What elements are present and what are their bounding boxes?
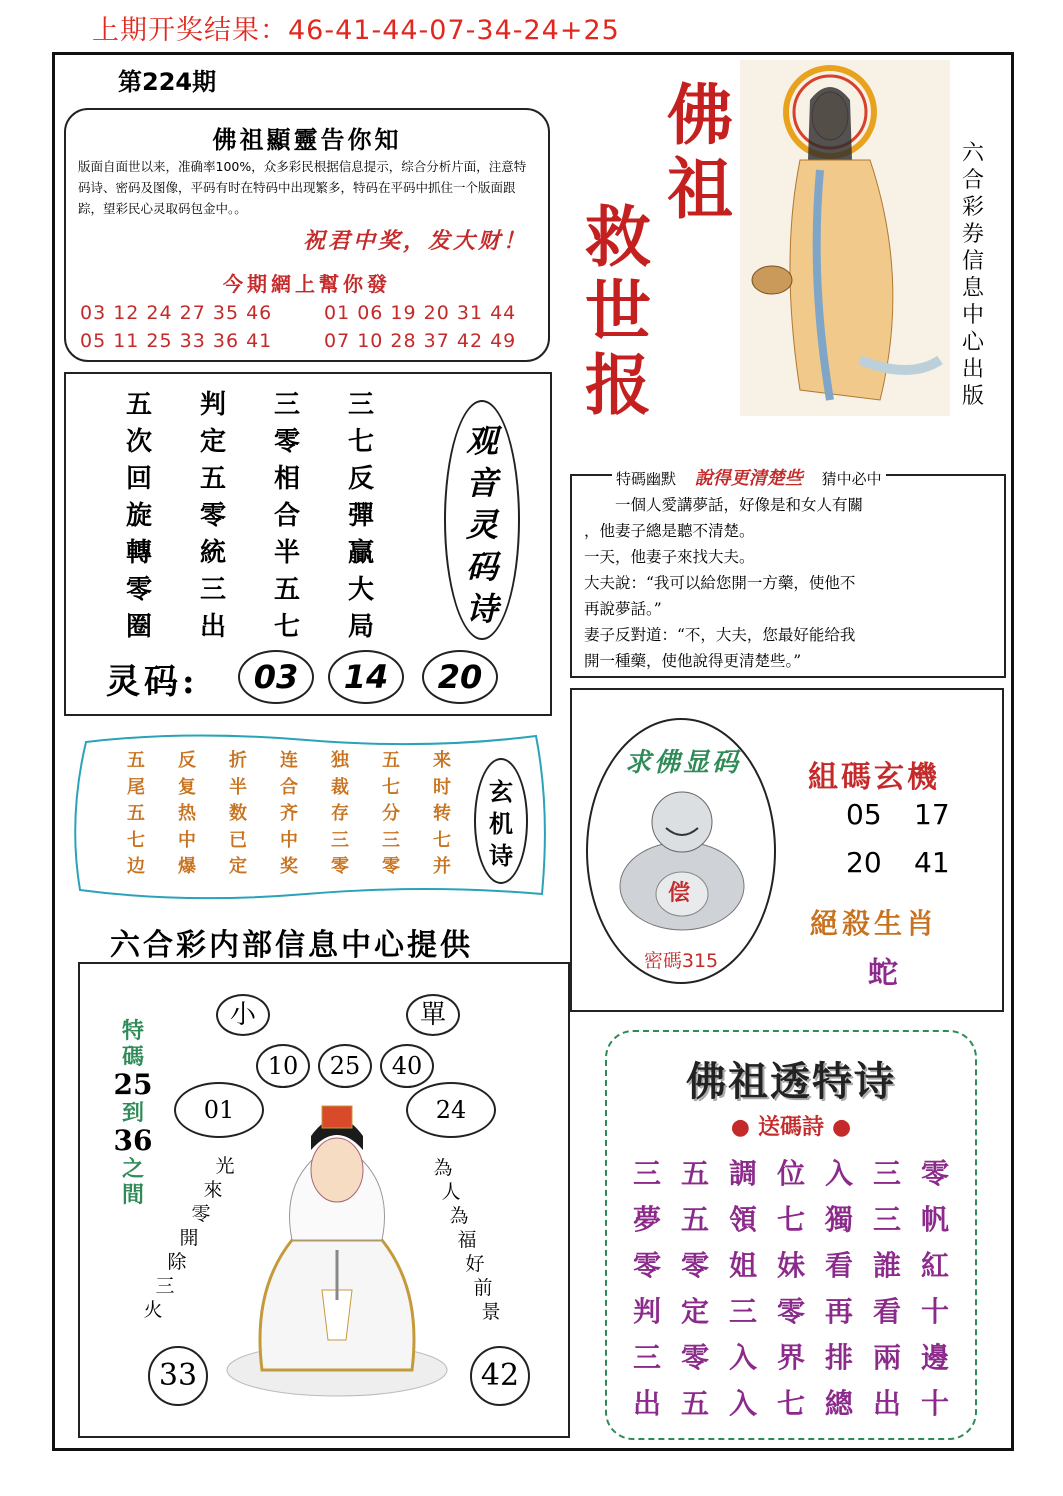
poem-title-char: 码 [465,548,498,586]
guanyin-poem-panel [64,372,552,716]
range-label: 碼 [121,1044,144,1070]
poem-char: 大 [347,575,374,605]
publisher-char: 出 [961,357,984,382]
special-poem-title: 佛祖透特诗 [686,1058,896,1105]
special-poem-char: 誰 [872,1249,901,1282]
left-poem-char: 火 [143,1299,163,1321]
special-poem-char: 五 [680,1203,709,1236]
poem-char: 贏 [347,538,374,568]
poem-char: 五 [125,390,152,420]
xuanji-char: 中 [280,829,298,851]
poem-char: 反 [347,464,374,494]
xuanji-char: 七 [433,829,451,851]
xuanji-char: 五 [382,750,400,771]
xuanji-title-char: 玄 [489,777,513,806]
xuanji-char: 分 [382,803,400,824]
special-poem-char: 七 [776,1203,805,1236]
special-poem-char: 獨 [824,1203,853,1236]
number-oval: 25 [318,1044,372,1088]
special-poem-char: 再 [824,1295,853,1328]
combo-number: 41 [914,846,950,879]
poem-char: 五 [273,575,300,605]
number-row-right: 01 06 19 20 31 44 [324,302,517,324]
special-poem-char: 看 [824,1249,853,1282]
number-row-left: 03 12 24 27 35 46 [80,302,273,324]
poem-char: 彈 [347,501,374,531]
poem-char: 相 [273,464,300,494]
joke-panel [570,468,1006,678]
special-poem-char: 零 [776,1295,805,1328]
range-start: 25 [113,1068,153,1101]
joke-title: 說得更清楚些 [694,468,803,489]
special-poem-char: 零 [632,1249,661,1282]
xuanji-char: 裁 [331,776,349,798]
xuanji-char: 七 [127,829,145,851]
lingma-number: 03 [238,650,314,704]
number-circle: 33 [148,1346,208,1406]
publisher-char: 心 [961,330,984,355]
special-poem-char: 調 [728,1157,757,1190]
standing-guanyin-image [740,60,950,416]
special-poem-char: 位 [776,1157,805,1190]
poem-char: 統 [199,538,226,568]
xuanji-char: 七 [382,776,400,798]
special-poem-char: 入 [824,1157,853,1190]
publisher-char: 信 [961,249,984,274]
masthead-char: 世 [585,272,651,350]
publisher-char: 六 [961,141,984,166]
range-label: 到 [121,1100,144,1126]
buddha-oval [586,718,776,984]
poem-char: 七 [273,612,300,642]
left-poem-char: 來 [203,1179,223,1201]
lingma-number: 20 [422,650,498,704]
number-oval: 24 [406,1082,496,1138]
publisher-char: 版 [961,384,984,409]
special-poem-char: 姐 [728,1249,757,1282]
poem-title-char: 诗 [465,590,498,628]
xuanji-char: 五 [127,803,145,824]
right-poem-char: 好 [465,1253,485,1275]
xuanji-char: 数 [229,803,247,824]
special-poem-char: 出 [872,1387,901,1420]
special-poem-subtitle [607,1110,975,1141]
publisher-vertical [960,140,986,410]
xuanji-char: 已 [229,829,247,851]
joke-line: 一天，他妻子來找大夫。 [584,548,755,566]
size-oval: 小 [216,994,270,1036]
xuanji-title-oval [474,758,528,884]
masthead-char: 祖 [667,150,733,228]
seated-guanyin-image [222,1100,452,1400]
xuanji-char: 时 [433,776,451,798]
xuanji-char: 复 [178,776,196,798]
special-poem-char: 排 [824,1341,853,1374]
number-circle: 42 [470,1346,530,1406]
special-poem-char: 七 [776,1387,805,1420]
bullet-icon: ● [832,1114,852,1140]
joke-line: 大夫說：“我可以給您開一方藥，使他不 [584,574,856,592]
poem-char: 七 [347,427,374,457]
range-label: 之 [121,1156,144,1182]
xuanji-char: 三 [382,829,400,851]
xuanji-char: 零 [331,856,349,877]
xuanji-char: 存 [331,803,349,824]
special-poem-char: 零 [920,1157,949,1190]
poem-char: 轉 [125,538,152,568]
special-poem-char: 入 [728,1341,757,1374]
number-oval: 01 [174,1082,264,1138]
left-poem-char: 開 [179,1227,199,1249]
special-poem-char: 界 [776,1341,805,1374]
left-poem-char: 零 [191,1203,211,1225]
poem-char: 三 [273,390,300,420]
xuanji-char: 连 [280,750,298,771]
joke-text [584,492,994,674]
poem-char: 零 [273,427,300,457]
special-poem-char: 三 [728,1295,757,1328]
joke-header [612,464,886,490]
lingma-label: 灵码: [106,662,199,702]
range-label: 特 [121,1018,144,1044]
poem-char: 判 [199,390,226,420]
poem-char: 五 [199,464,226,494]
right-poem-char: 為 [449,1205,469,1227]
right-poem-char: 前 [473,1277,493,1299]
xuanji-char: 来 [433,750,451,771]
range-end: 36 [113,1124,153,1157]
xuanji-char: 反 [178,750,196,771]
poem-char: 局 [347,612,374,642]
number-row-left: 05 11 25 33 36 41 [80,330,273,352]
poem-char: 圈 [125,612,152,642]
xuanji-char: 定 [229,856,247,877]
combination-panel [570,688,1004,1012]
joke-label: 特碼幽默 [616,470,677,488]
right-poem-char: 福 [457,1229,477,1251]
combination-title: 組碼玄機 [808,760,940,795]
kill-zodiac-title: 絕殺生肖 [810,907,939,940]
special-poem-subtitle-text: 送碼詩 [757,1114,824,1140]
xuanji-char: 独 [331,750,349,771]
special-poem-char: 邊 [920,1341,949,1374]
xuanji-char: 零 [382,856,400,877]
special-poem-char: 五 [680,1387,709,1420]
special-poem-char: 定 [680,1295,709,1328]
issue-number: 第224期 [118,68,217,96]
intro-panel [64,108,550,362]
poem-char: 零 [199,501,226,531]
xuanji-char: 半 [229,776,247,798]
special-poem-char: 零 [680,1249,709,1282]
xuanji-title-char: 机 [489,809,513,838]
xuanji-char: 齐 [280,803,298,824]
joke-line: 再說夢話。” [584,600,662,618]
number-oval: 40 [380,1044,434,1088]
range-label: 間 [121,1182,144,1208]
special-poem-char: 十 [920,1387,949,1420]
combo-number: 17 [914,798,950,831]
left-poem-char: 除 [167,1251,187,1273]
poem-char: 三 [199,575,226,605]
combo-number: 05 [846,798,882,831]
xuanji-char: 中 [178,829,196,851]
xuanji-char: 折 [229,750,247,771]
publisher-char: 彩 [961,195,984,220]
laughing-buddha-image [612,782,752,932]
special-poem-char: 總 [824,1387,853,1420]
poem-char: 合 [273,501,300,531]
special-poem-char: 判 [632,1295,661,1328]
publisher-char: 券 [961,222,984,247]
buddha-badge: 偿 [668,881,691,906]
poem-char: 半 [273,538,300,568]
joke-line: 妻子反對道：“不，大夫，您最好能给我 [584,626,856,644]
intro-subtitle: 今期網上幫你發 [223,272,391,296]
special-poem-char: 出 [632,1387,661,1420]
xuanji-char: 合 [280,776,298,798]
intro-title: 佛祖顯靈告你知 [212,125,402,154]
right-poem-char: 為 [433,1157,453,1179]
xuanji-char: 爆 [178,856,196,877]
masthead-title-line2 [578,200,658,422]
publisher-char: 息 [961,276,984,301]
masthead-char: 救 [585,198,651,276]
poem-char: 次 [125,427,152,457]
special-poem-char: 零 [680,1341,709,1374]
intro-slogan: 祝君中奖，发大财！ [302,228,528,254]
guanyin-title-oval [444,400,520,640]
poem-char: 定 [199,427,226,457]
xuanji-char: 边 [127,856,145,877]
xuanji-char: 三 [331,829,349,851]
special-poem-char: 入 [728,1387,757,1420]
xuanji-char: 奖 [280,856,298,877]
special-poem-panel [605,1030,977,1440]
left-poem-char: 三 [155,1275,175,1297]
poem-title-char: 灵 [465,506,498,544]
right-poem-char: 景 [481,1301,501,1323]
number-row-right: 07 10 28 37 42 49 [324,330,517,352]
parity-oval: 單 [406,994,460,1036]
intro-text: 版面自面世以来，准确率100%，众多彩民根据信息提示，综合分析片面，注意特码诗、密码及图像，平码有时在特码中出现繁多，特码在平码中抓住一个版面跟踪，望彩民心灵取码包金中。。 [78,159,527,216]
special-poem-char: 夢 [632,1203,661,1236]
joke-line: 開一種藥，使他說得更清楚些。” [584,652,802,670]
special-poem-char: 看 [872,1295,901,1328]
joke-line: 一個人愛講夢話，好像是和女人有關 [584,496,864,514]
special-poem-char: 三 [872,1203,901,1236]
combo-number: 20 [846,846,882,879]
poem-char: 出 [199,612,226,642]
special-poem-char: 三 [632,1341,661,1374]
poem-char: 旋 [125,501,152,531]
special-range-column [110,1018,156,1208]
publisher-char: 合 [961,168,984,193]
poem-char: 回 [125,464,152,494]
xuanji-char: 并 [433,856,451,877]
number-oval: 10 [256,1044,310,1088]
masthead-char: 报 [585,346,651,424]
special-poem-char: 三 [872,1157,901,1190]
left-poem-char: 光 [215,1155,235,1177]
special-poem-char: 十 [920,1295,949,1328]
secret-code: 密碼315 [643,950,719,972]
xuanji-title-char: 诗 [489,841,513,870]
special-poem-char: 領 [728,1203,757,1236]
special-poem-char: 紅 [920,1249,949,1282]
kill-zodiac-value: 蛇 [868,956,898,991]
poem-title-char: 观 [465,422,498,460]
bullet-icon: ● [730,1114,750,1140]
poem-char: 三 [347,390,374,420]
xuanji-char: 热 [178,803,196,824]
xuanji-char: 尾 [127,776,145,798]
masthead-char: 佛 [667,76,733,154]
special-poem-char: 帆 [920,1203,949,1236]
special-poem-char: 三 [632,1157,661,1190]
joke-tail: 猜中必中 [821,470,882,488]
special-poem-char: 五 [680,1157,709,1190]
masthead-title-line1 [660,78,740,226]
lingma-number: 14 [328,650,404,704]
special-poem-char: 妹 [776,1249,805,1282]
xuanji-char: 五 [127,750,145,771]
xuanji-char: 转 [433,803,451,824]
joke-line: ，他妻子總是聽不清楚。 [584,522,755,540]
buddha-oval-title: 求佛显码 [624,748,741,778]
previous-draw-result: 上期开奖结果：46-41-44-07-34-24+25 [92,15,620,46]
right-poem-char: 人 [441,1181,461,1203]
poem-char: 零 [125,575,152,605]
provider-line: 六合彩内部信息中心提供 [110,928,473,963]
poem-title-char: 音 [465,464,498,502]
special-poem-char: 兩 [872,1341,901,1374]
publisher-char: 中 [961,303,984,328]
